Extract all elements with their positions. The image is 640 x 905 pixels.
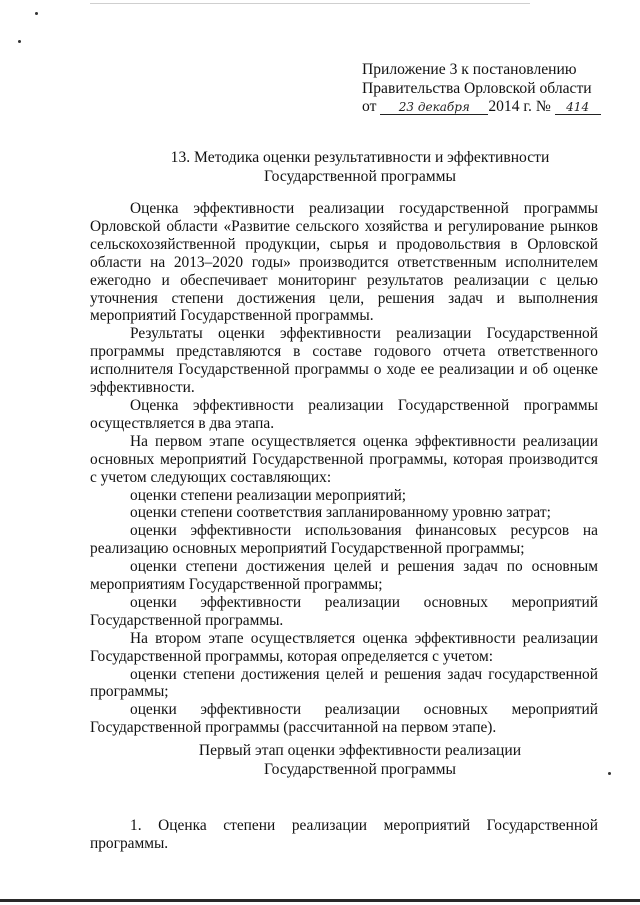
scan-edge-bottom <box>0 899 640 902</box>
appendix-line-3 <box>362 98 612 117</box>
paragraph: На втором этапе осуществляется оценка эффективности реализации Государственной программы, которая определяется с учетом: <box>90 629 598 665</box>
list-item: оценки эффективности использования финансовых ресурсов на реализацию основных мероприятий Государственной программы; <box>90 522 598 558</box>
appendix-year: 2014 г. № <box>488 98 551 115</box>
item-1 <box>90 817 598 853</box>
section-title-line-1: 13. Методика оценки результативности и эффективности <box>170 149 550 166</box>
appendix-line-1: Приложение 3 к постановлению <box>362 61 577 78</box>
body-text <box>90 200 598 737</box>
handwritten-number: 414 <box>555 100 601 115</box>
subsection-title <box>100 742 620 779</box>
list-item: оценки эффективности реализации основных мероприятий Государственной программы. <box>90 593 598 629</box>
list-item: оценки степени достижения целей и решения задач по основным мероприятиям Государственной программы; <box>90 558 598 594</box>
paragraph: Оценка эффективности реализации государственной программы Орловской области «Развитие сельского хозяйства и регулирование рынков сельскохозяйственной продукции, сырья и продовольствия в Орловской области на 2013–2020 годы» производится ответственным исполнителем ежегодно и обеспечивает мониторинг результатов реализации с целью уточнения степени достижения цели, решения задач и выполнения мероприятий Государственной программы. <box>90 200 598 325</box>
list-item: оценки степени достижения целей и решения задач государственной программы; <box>90 665 598 701</box>
list-item: оценки эффективности реализации основных мероприятий Государственной программы (рассчитанной на первом этапе). <box>90 701 598 737</box>
scan-edge-top <box>90 3 530 4</box>
appendix-note <box>362 61 612 117</box>
appendix-line-2: Правительства Орловской области <box>362 79 592 97</box>
scan-speck <box>35 12 38 15</box>
handwritten-date: 23 декабря <box>380 100 488 115</box>
paragraph: На первом этапе осуществляется оценка эффективности реализации основных мероприятий Государственной программы, которая производится с учетом следующих составляющих: <box>90 432 598 486</box>
list-item: оценки степени соответствия запланированному уровню затрат; <box>130 504 551 522</box>
paragraph: Результаты оценки эффективности реализации Государственной программы представляются в составе годового отчета ответственного исполнителя Государственной программы о ходе ее реализации и об оценке эффективности. <box>90 325 598 397</box>
paragraph: Оценка эффективности реализации Государственной программы осуществляется в два этапа. <box>90 396 598 432</box>
section-title-line-2: Государственной программы <box>264 167 456 185</box>
subsection-title-line-1: Первый этап оценки эффективности реализации <box>198 742 522 759</box>
scan-speck <box>18 40 21 43</box>
appendix-from: от <box>362 98 377 115</box>
paragraph: 1. Оценка степени реализации мероприятий Государственной программы. <box>90 817 598 852</box>
subsection-title-line-2: Государственной программы <box>264 760 456 778</box>
list-item: оценки степени реализации мероприятий; <box>130 486 407 504</box>
section-title <box>100 149 620 186</box>
